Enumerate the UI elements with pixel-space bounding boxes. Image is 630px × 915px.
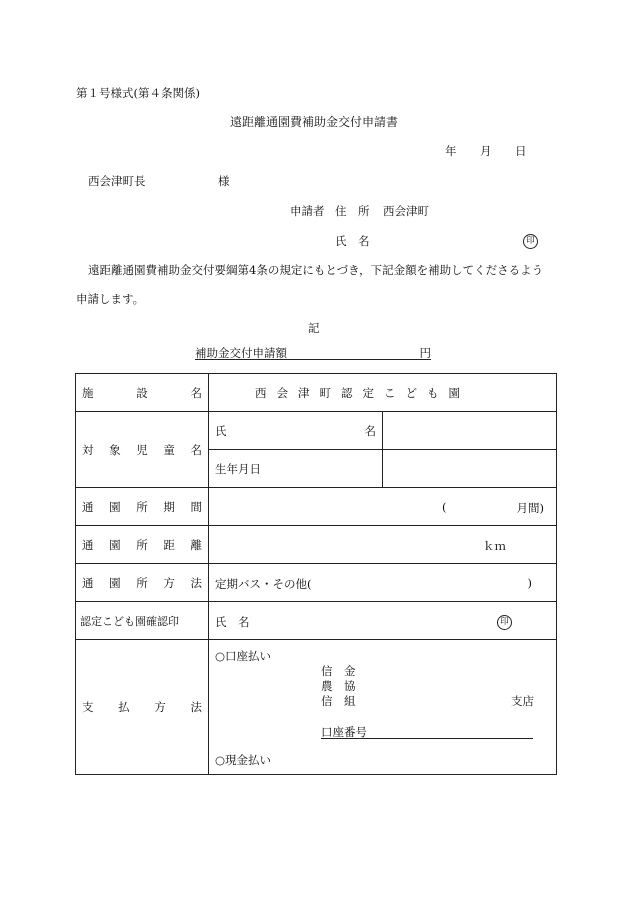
distance-row	[76, 526, 557, 564]
child-dob-input[interactable]	[383, 450, 557, 488]
facility-value-cell	[209, 374, 557, 412]
addressee-honorific: 様	[218, 174, 230, 188]
method-label-cell	[76, 564, 209, 602]
child-name-row	[76, 412, 557, 450]
bank-option[interactable]: ○口座払い	[215, 649, 272, 663]
child-dob-label: 生年月日	[209, 450, 383, 488]
facility-value: 西会津町認定こども園	[255, 385, 470, 400]
period-label-cell	[76, 488, 209, 526]
seal-icon	[523, 232, 538, 249]
child-label-cell	[76, 412, 209, 488]
confirm-name-label: 氏 名	[215, 614, 250, 629]
method-value: 定期バス・その他(	[215, 576, 312, 591]
application-table	[75, 373, 557, 775]
period-unit: 月間)	[516, 500, 544, 515]
date-day-label: 日	[515, 144, 527, 158]
bank-type-shinkin[interactable]: 信 金	[321, 664, 356, 678]
period-input[interactable]	[209, 488, 557, 526]
amount-label: 補助金交付申請額	[195, 346, 287, 360]
child-name-label: 氏 名	[215, 423, 376, 438]
facility-label: 施 設 名	[82, 385, 202, 400]
method-row	[76, 564, 557, 602]
request-paragraph-line1: 遠距離通園費補助金交付要綱第4条の規定にもとづき，下記金額を補助してくださるよう	[88, 263, 544, 277]
confirm-label: 認定こども園確認印	[76, 602, 209, 640]
payment-label-cell	[76, 640, 209, 775]
applicant-name-label: 氏 名	[335, 234, 370, 248]
cash-option[interactable]: ○現金払い	[215, 753, 272, 767]
payment-label: 支 払 方 法	[82, 700, 202, 714]
date-year-label: 年	[445, 144, 457, 158]
address-value: 西会津町	[383, 204, 429, 218]
distance-unit: ｋｍ	[483, 538, 506, 553]
confirm-seal-mark: 印	[497, 615, 512, 630]
child-name-label-cell	[209, 412, 383, 450]
payment-detail-cell	[209, 640, 557, 775]
payment-row	[76, 640, 557, 775]
method-label: 通 園 所 方 法	[82, 575, 202, 590]
amount-unit: 円	[419, 346, 431, 360]
confirm-row	[76, 602, 557, 640]
date-month-label: 月	[480, 144, 492, 158]
account-label: 口座番号	[321, 725, 367, 739]
applicant-label: 申請者	[290, 204, 325, 218]
seal-mark: 印	[523, 234, 538, 249]
method-input[interactable]	[209, 564, 557, 602]
request-paragraph-line2: 申請します。	[76, 292, 145, 306]
bank-type-nokyo[interactable]: 農 協	[321, 679, 356, 693]
distance-label: 通 園 所 距 離	[82, 537, 202, 552]
confirm-input[interactable]	[209, 602, 557, 640]
facility-row	[76, 374, 557, 412]
period-label: 通 園 所 期 間	[82, 499, 202, 514]
branch-label: 支店	[511, 694, 534, 708]
child-name-input[interactable]	[383, 412, 557, 450]
period-row	[76, 488, 557, 526]
facility-label-cell	[76, 374, 209, 412]
method-close: )	[527, 575, 532, 590]
child-label: 対 象 児 童 名	[82, 442, 202, 457]
form-title: 遠距離通園費補助金交付申請書	[230, 115, 399, 129]
form-number: 第１号様式(第４条関係)	[76, 86, 200, 100]
ki-heading: 記	[308, 321, 320, 335]
bank-type-shinkumi[interactable]: 信 組	[321, 694, 356, 708]
period-open: (	[442, 499, 447, 514]
confirm-seal-icon	[497, 613, 512, 630]
amount-line	[195, 345, 431, 360]
addressee: 西会津町長	[88, 174, 146, 188]
address-label: 住 所	[335, 204, 370, 218]
distance-input[interactable]	[209, 526, 557, 564]
account-number-field[interactable]	[321, 724, 533, 739]
distance-label-cell	[76, 526, 209, 564]
